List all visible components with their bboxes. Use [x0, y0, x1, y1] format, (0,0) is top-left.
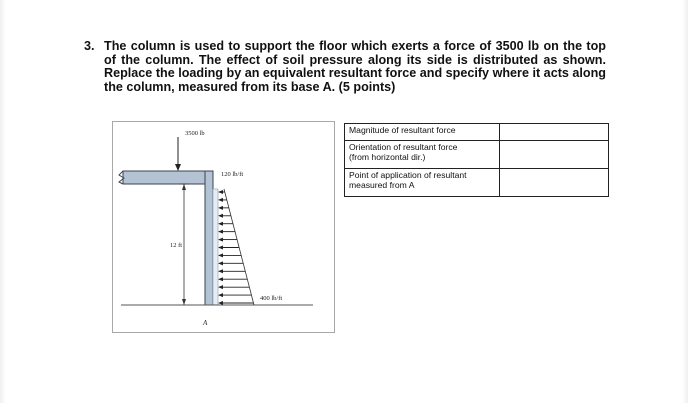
- dimension-arrow-top: [182, 184, 186, 190]
- load-arrow-head: [218, 277, 223, 281]
- answer-label-line1: Point of application of resultant: [349, 170, 467, 180]
- problem-text: The column is used to support the floor which exerts a force of 3500 lb on the top of the column. The effect of soil pressure along its side is distributed as shown. Replace the loading by an equivalent resultant force and specify where it acts along the column, measured from its base A. (5 points): [104, 39, 606, 94]
- column-diagram: [113, 122, 334, 332]
- answer-row-label: [345, 124, 500, 141]
- load-arrow-head: [218, 206, 223, 210]
- floor-slab: [123, 171, 205, 184]
- problem-statement: [84, 40, 606, 94]
- load-arrow-head: [218, 293, 223, 297]
- top-force-label: 3500 lb: [185, 130, 205, 137]
- dimension-arrow-bottom: [182, 299, 186, 305]
- answer-row-label: [345, 169, 500, 197]
- answer-table: [344, 123, 609, 197]
- load-arrow-head: [218, 246, 223, 250]
- answer-row-magnitude: [345, 124, 609, 141]
- load-arrow-head: [218, 230, 223, 234]
- load-arrow-head: [218, 269, 223, 273]
- application-point-answer-cell[interactable]: [500, 169, 609, 197]
- bottom-load-label: 400 lb/ft: [260, 295, 283, 302]
- load-arrow-head: [218, 238, 223, 242]
- answer-label-line2: measured from A: [349, 179, 415, 190]
- answer-row-application-point: [345, 169, 609, 197]
- soil-strip: [213, 189, 218, 305]
- base-label: A: [203, 319, 208, 327]
- problem-number: 3.: [84, 39, 95, 53]
- load-arrow-head: [218, 222, 223, 226]
- answer-row-orientation: [345, 141, 609, 169]
- load-arrow-head: [218, 198, 223, 202]
- load-arrow-head: [218, 253, 223, 257]
- answer-row-label: [345, 141, 500, 169]
- column-figure: [112, 121, 335, 333]
- load-arrow-head: [218, 261, 223, 265]
- orientation-answer-cell[interactable]: [500, 141, 609, 169]
- right-edge-shadow: [682, 0, 688, 403]
- force-arrow-head: [175, 164, 181, 171]
- load-envelope: [224, 189, 254, 305]
- load-arrow-head: [218, 190, 223, 194]
- answer-label-line1: Orientation of resultant force: [349, 142, 458, 152]
- answer-label-line2: (from horizontal dir.): [349, 151, 426, 162]
- left-edge-shadow: [0, 0, 6, 403]
- load-arrow-head: [218, 285, 223, 289]
- load-arrows: [218, 190, 253, 305]
- answer-label-line1: Magnitude of resultant force: [349, 125, 456, 135]
- load-arrow-head: [218, 214, 223, 218]
- height-label: 12 ft: [170, 242, 183, 249]
- column: [205, 171, 213, 305]
- magnitude-answer-cell[interactable]: [500, 124, 609, 141]
- top-load-label: 120 lb/ft: [221, 171, 244, 178]
- load-arrow-head: [218, 301, 223, 305]
